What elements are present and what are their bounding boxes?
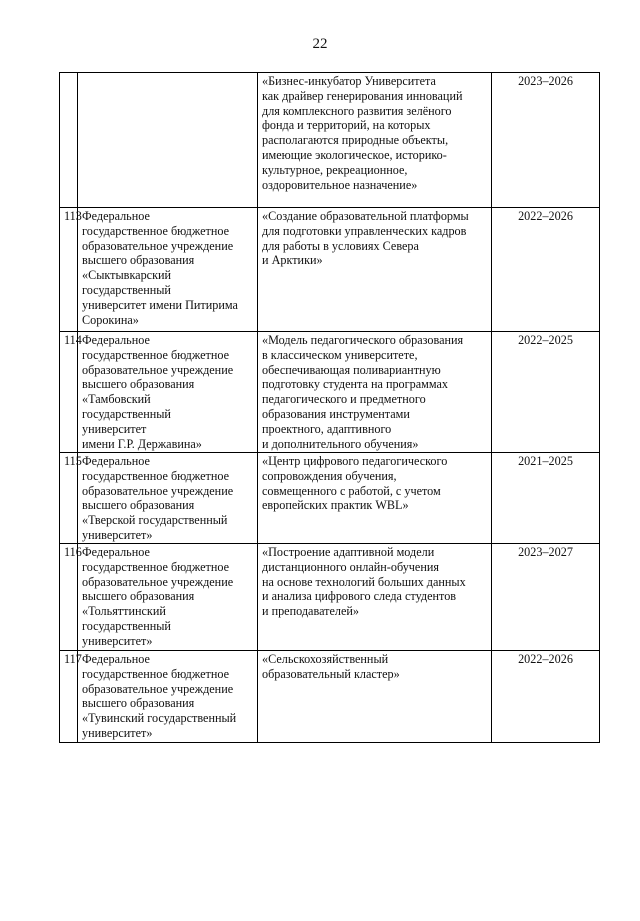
project-line: образования инструментами — [262, 406, 410, 421]
table-row — [60, 453, 600, 544]
org-line: государственное бюджетное — [82, 468, 229, 483]
project-line: для подготовки управленческих кадров — [262, 223, 467, 238]
org-line: государственный — [82, 618, 171, 633]
org-line: имени Г.Р. Державина» — [82, 436, 202, 451]
org-line: Федеральное — [82, 545, 150, 559]
project-line: педагогического и предметного — [262, 392, 426, 407]
table-row — [60, 73, 600, 208]
project-line: «Бизнес-инкубатор Университета — [262, 74, 436, 88]
programs-table — [59, 72, 600, 743]
project-line: дистанционного онлайн-обучения — [262, 559, 439, 574]
org-line: государственное бюджетное — [82, 223, 229, 238]
table-row — [60, 332, 600, 453]
table-row — [60, 651, 600, 743]
table-row — [60, 544, 600, 651]
row-number — [60, 73, 78, 208]
project-line: на основе технологий больших данных — [262, 574, 466, 589]
org-line: высшего образования — [82, 498, 195, 513]
row-number: 113 — [60, 208, 78, 332]
org-line: Федеральное — [82, 333, 150, 347]
org-line: образовательное учреждение — [82, 681, 234, 696]
project-line: и преподавателей» — [262, 604, 359, 619]
years-cell: 2023–2026 — [492, 73, 600, 208]
org-line: университет» — [82, 633, 153, 648]
org-line: «Тувинский государственный — [82, 711, 237, 726]
org-line: высшего образования — [82, 377, 195, 392]
project-line: и Арктики» — [262, 253, 323, 268]
org-line: Федеральное — [82, 652, 150, 666]
org-line: «Тольяттинский — [82, 604, 166, 619]
org-line: «Тверской государственный — [82, 513, 228, 528]
project-line: оздоровительное назначение» — [262, 177, 418, 192]
project-line: совмещенного с работой, с учетом — [262, 483, 441, 498]
org-line: высшего образования — [82, 696, 195, 711]
project-line: сопровождения обучения, — [262, 468, 397, 483]
org-line: «Сыктывкарский — [82, 268, 172, 283]
org-line: образовательное учреждение — [82, 483, 234, 498]
organization-cell — [78, 453, 258, 544]
project-line: «Модель педагогического образования — [262, 333, 464, 347]
org-line: высшего образования — [82, 253, 195, 268]
org-line: университет» — [82, 527, 153, 542]
project-cell — [258, 453, 492, 544]
project-line: культурное, рекреационное, — [262, 162, 408, 177]
project-cell — [258, 332, 492, 453]
table-row — [60, 208, 600, 332]
row-number: 117 — [60, 651, 78, 743]
project-line: проектного, адаптивного — [262, 421, 392, 436]
project-line: и анализа цифрового следа студентов — [262, 589, 457, 604]
org-line: государственный — [82, 406, 171, 421]
page-number: 22 — [312, 36, 328, 52]
org-line: образовательное учреждение — [82, 574, 234, 589]
org-line: «Тамбовский — [82, 392, 151, 407]
organization-cell — [78, 73, 258, 208]
project-line: фонда и территорий, на которых — [262, 118, 431, 133]
project-line: подготовку студента на программах — [262, 377, 448, 392]
project-line: как драйвер генерирования инноваций — [262, 88, 463, 103]
org-line: государственное бюджетное — [82, 666, 229, 681]
years-cell: 2021–2025 — [492, 453, 600, 544]
project-cell — [258, 544, 492, 651]
years-cell: 2022–2025 — [492, 332, 600, 453]
organization-cell — [78, 332, 258, 453]
project-line: в классическом университете, — [262, 347, 418, 362]
org-line: университет — [82, 421, 147, 436]
project-line: располагаются природные объекты, — [262, 133, 449, 148]
row-number: 115 — [60, 453, 78, 544]
project-line: европейских практик WBL» — [262, 498, 409, 513]
org-line: государственный — [82, 282, 171, 297]
row-number: 114 — [60, 332, 78, 453]
project-line: для комплексного развития зелёного — [262, 103, 452, 118]
project-line: «Построение адаптивной модели — [262, 545, 435, 559]
org-line: государственное бюджетное — [82, 347, 229, 362]
org-line: Федеральное — [82, 454, 150, 468]
org-line: образовательное учреждение — [82, 238, 234, 253]
organization-cell — [78, 208, 258, 332]
project-line: и дополнительного обучения» — [262, 436, 419, 451]
years-cell: 2022–2026 — [492, 651, 600, 743]
project-cell — [258, 208, 492, 332]
org-line: образовательное учреждение — [82, 362, 234, 377]
project-cell — [258, 73, 492, 208]
project-line: имеющие экологическое, историко- — [262, 147, 447, 162]
project-line: обеспечивающая поливариантную — [262, 362, 441, 377]
org-line: университет имени Питирима — [82, 297, 238, 312]
row-number: 116 — [60, 544, 78, 651]
org-line: высшего образования — [82, 589, 195, 604]
org-line: университет» — [82, 725, 153, 740]
project-line: для работы в условиях Севера — [262, 238, 419, 253]
years-cell: 2022–2026 — [492, 208, 600, 332]
organization-cell — [78, 651, 258, 743]
project-line: образовательный кластер» — [262, 666, 400, 681]
years-cell: 2023–2027 — [492, 544, 600, 651]
project-line: «Создание образовательной платформы — [262, 209, 469, 223]
organization-cell — [78, 544, 258, 651]
org-line: Сорокина» — [82, 312, 139, 327]
project-line: «Центр цифрового педагогического — [262, 454, 448, 468]
project-cell — [258, 651, 492, 743]
org-line: Федеральное — [82, 209, 150, 223]
project-line: «Сельскохозяйственный — [262, 652, 389, 666]
org-line: государственное бюджетное — [82, 559, 229, 574]
